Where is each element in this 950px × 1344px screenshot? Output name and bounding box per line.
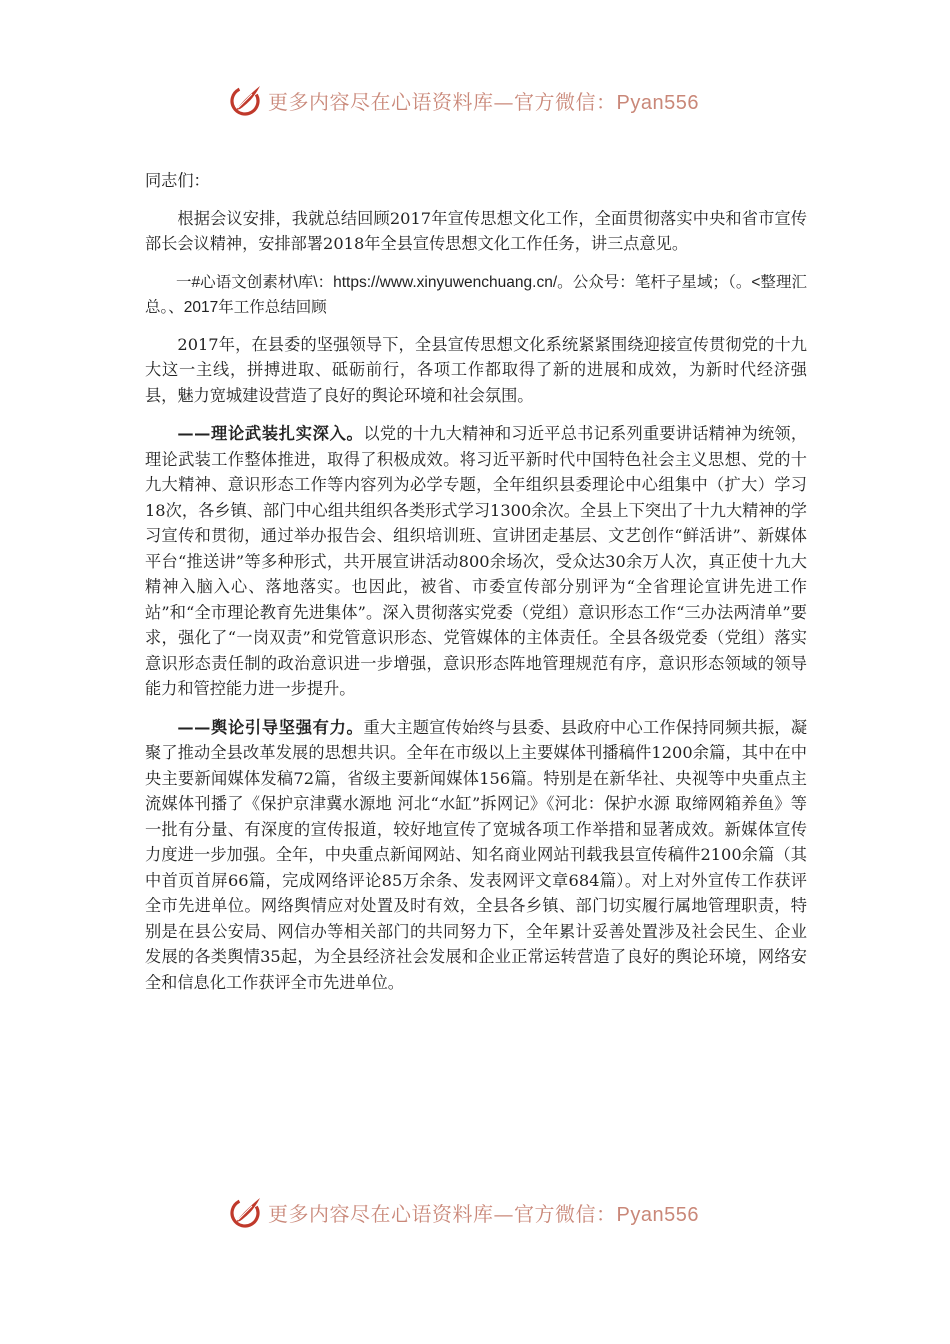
theory-lead: ——理论武装扎实深入。 bbox=[177, 424, 364, 443]
source-line: 一#心语文创素材\库\：https://www.xinyuwenchuang.cn/。公众号：笔杆子星域；（。<整理汇总。、2017年工作总结回顾 bbox=[145, 273, 807, 316]
banner-text: 更多内容尽在心语资料库—官方微信：Pyan556 bbox=[268, 89, 699, 114]
opinion-body: 重大主题宣传始终与县委、县政府中心工作保持同频共振，凝聚了推动全县改革发展的思想共识。全年在市级以上主要媒体刊播稿件1200余篇，其中在中央主要新闻媒体发稿72篇，省级主要新闻媒体156篇。特别是在新华社、央视等中央重点主流媒体刊播了《保护京津冀水源地 河北“水缸”拆网记》《河北：保护水源 取缔网箱养鱼》等一批有分量、有深度的宣传报道，较好地宣传了宽城各项工作举措和显著成效。新媒体宣传力度进一步加强。全年，中央重点新闻网站、知名商业网站刊载我县宣传稿件2100余篇（其中首页首屏66篇，完成网络评论85万余条、发表网评文章684篇）。对上对外宣传工作获评全市先进单位。网络舆情应对处置及时有效，全县各乡镇、部门切实履行属地管理职责，特别是在县公安局、网信办等相关部门的共同努力下，全年累计妥善处置涉及社会民生、企业发展的各类舆情35起，为全县经济社会发展和企业正常运转营造了良好的舆论环境，网络安全和信息化工作获评全市先进单位。 bbox=[145, 717, 808, 992]
opinion-lead: ——舆论引导坚强有力。 bbox=[177, 717, 364, 737]
theory-paragraph bbox=[145, 421, 807, 702]
theory-body: 以党的十九大精神和习近平总书记系列重要讲话精神为统领，理论武装工作整体推进，取得了积极成效。将习近平新时代中国特色社会主义思想、党的十九大精神、意识形态工作等内容列为必学专题，全年组织县委理论中心组集中（扩大）学习18次，各乡镇、部门中心组共组织各类形式学习1300余次。全县上下突出了十九大精神的学习宣传和贯彻，通过举办报告会、组织培训班、宣讲团走基层、文艺创作“鲜活讲”、新媒体平台“推送讲”等多种形式，共开展宣讲活动800余场次，受众达30余万人次，真正使十九大精神入脑入心、落地落实。也因此，被省、市委宣传部分别评为“全省理论宣讲先进工作站”和“全市理论教育先进集体”。深入贯彻落实党委（党组）意识形态工作“三办法两清单”要求，强化了“一岗双责”和党管意识形态、党管媒体的主体责任。全县各级党委（党组）落实意识形态责任制的政治意识进一步增强，意识形态阵地管理规范有序，意识形态领域的领导能力和管控能力进一步提升。 bbox=[145, 424, 808, 698]
footer-banner bbox=[228, 1192, 699, 1232]
footer-banner-text: 更多内容尽在心语资料库—官方微信：Pyan556 bbox=[268, 1201, 699, 1226]
header-banner bbox=[228, 80, 699, 120]
quill-pen-circle-icon bbox=[228, 1194, 264, 1230]
opinion-paragraph bbox=[145, 715, 807, 996]
wechat-id: Pyan556 bbox=[616, 91, 699, 114]
document-body bbox=[145, 168, 807, 1008]
greeting: 同志们： bbox=[145, 171, 210, 190]
intro-paragraph: 根据会议安排，我就总结回顾2017年宣传思想文化工作，全面贯彻落实中央和省市宣传部长会议精神，安排部署2018年全县宣传思想文化工作任务，讲三点意见。 bbox=[145, 208, 807, 253]
review-paragraph: 2017年，在县委的坚强领导下，全县宣传思想文化系统紧紧围绕迎接宣传贯彻党的十九大这一主线，拼搏进取、砥砺前行，各项工作都取得了新的进展和成效，为新时代经济强县，魅力宽城建设营造了良好的舆论环境和社会氛围。 bbox=[145, 334, 807, 405]
quill-pen-circle-icon bbox=[228, 82, 264, 118]
footer-wechat-id: Pyan556 bbox=[616, 1203, 699, 1226]
